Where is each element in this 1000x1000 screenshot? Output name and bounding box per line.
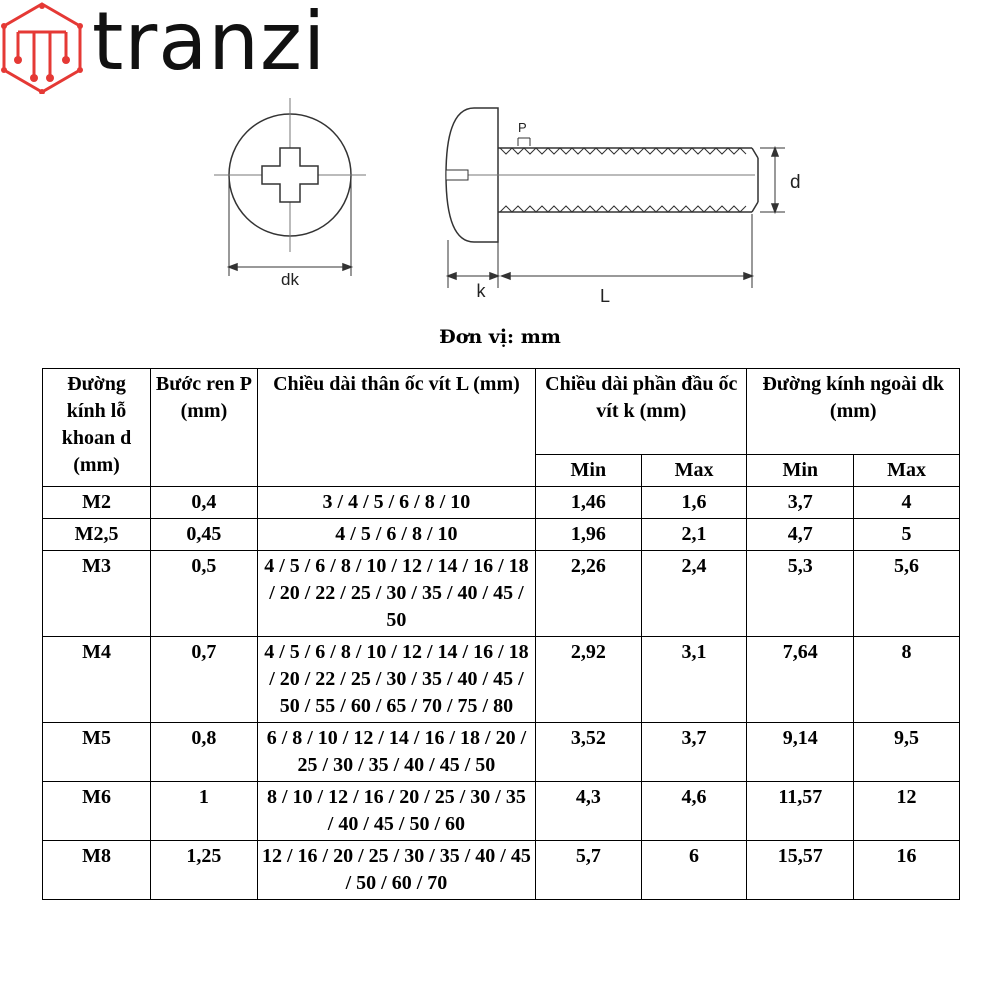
header-dk-min: Min xyxy=(747,455,854,487)
cell-k-min: 1,96 xyxy=(536,519,642,551)
cell-pitch: 0,45 xyxy=(151,519,258,551)
brand-logo xyxy=(0,0,330,100)
header-k-min: Min xyxy=(536,455,642,487)
cell-dk-max: 5 xyxy=(854,519,960,551)
dk-label: dk xyxy=(281,270,299,289)
cell-k-max: 2,1 xyxy=(641,519,747,551)
cell-k-min: 4,3 xyxy=(536,782,642,841)
cell-dk-min: 4,7 xyxy=(747,519,854,551)
cell-diameter: M8 xyxy=(43,841,151,900)
unit-caption: Đơn vị: mm xyxy=(439,326,561,348)
cell-length: 4 / 5 / 6 / 8 / 10 xyxy=(257,519,535,551)
screw-side-view xyxy=(446,108,785,288)
cell-k-max: 4,6 xyxy=(641,782,747,841)
screw-head-front-view xyxy=(214,98,366,276)
table-row xyxy=(43,487,960,519)
cell-length: 3 / 4 / 5 / 6 / 8 / 10 xyxy=(257,487,535,519)
header-k-max: Max xyxy=(641,455,747,487)
cell-k-max: 3,1 xyxy=(641,637,747,723)
cell-pitch: 0,8 xyxy=(151,723,258,782)
table-row xyxy=(43,723,960,782)
cell-dk-min: 3,7 xyxy=(747,487,854,519)
cell-dk-min: 7,64 xyxy=(747,637,854,723)
screw-spec-table xyxy=(42,368,960,900)
cell-dk-max: 8 xyxy=(854,637,960,723)
cell-k-min: 2,26 xyxy=(536,551,642,637)
cell-pitch: 0,5 xyxy=(151,551,258,637)
cell-dk-min: 15,57 xyxy=(747,841,854,900)
cell-pitch: 0,7 xyxy=(151,637,258,723)
screw-technical-drawing xyxy=(200,90,820,320)
table-row xyxy=(43,782,960,841)
cell-length: 6 / 8 / 10 / 12 / 14 / 16 / 18 / 20 / 25 / 30 / 35 / 40 / 45 / 50 xyxy=(257,723,535,782)
cell-dk-min: 11,57 xyxy=(747,782,854,841)
header-pitch: Bước ren P (mm) xyxy=(151,369,258,487)
cell-k-min: 2,92 xyxy=(536,637,642,723)
cell-diameter: M6 xyxy=(43,782,151,841)
header-head-height: Chiều dài phần đầu ốc vít k (mm) xyxy=(536,369,747,455)
cell-length: 8 / 10 / 12 / 16 / 20 / 25 / 30 / 35 / 40 / 45 / 50 / 60 xyxy=(257,782,535,841)
brand-name: tranzi xyxy=(92,0,327,88)
header-length: Chiều dài thân ốc vít L (mm) xyxy=(257,369,535,487)
table-row xyxy=(43,519,960,551)
cell-k-max: 2,4 xyxy=(641,551,747,637)
cell-k-min: 1,46 xyxy=(536,487,642,519)
table-row xyxy=(43,841,960,900)
header-head-diameter: Đường kính ngoài dk (mm) xyxy=(747,369,960,455)
cell-k-min: 3,52 xyxy=(536,723,642,782)
cell-length: 4 / 5 / 6 / 8 / 10 / 12 / 14 / 16 / 18 / 20 / 22 / 25 / 30 / 35 / 40 / 45 / 50 xyxy=(257,551,535,637)
l-label: L xyxy=(599,286,611,306)
cell-k-max: 3,7 xyxy=(641,723,747,782)
cell-length: 12 / 16 / 20 / 25 / 30 / 35 / 40 / 45 / 50 / 60 / 70 xyxy=(257,841,535,900)
cell-dk-max: 12 xyxy=(854,782,960,841)
cell-k-max: 1,6 xyxy=(641,487,747,519)
header-diameter: Đường kính lỗ khoan d (mm) xyxy=(43,369,151,487)
cell-dk-max: 9,5 xyxy=(854,723,960,782)
cell-pitch: 1 xyxy=(151,782,258,841)
tranzi-logo-icon xyxy=(0,2,84,94)
header-dk-max: Max xyxy=(854,455,960,487)
header-row xyxy=(43,369,960,455)
cell-dk-min: 5,3 xyxy=(747,551,854,637)
cell-pitch: 1,25 xyxy=(151,841,258,900)
cell-diameter: M4 xyxy=(43,637,151,723)
cell-dk-min: 9,14 xyxy=(747,723,854,782)
d-label: d xyxy=(790,172,801,193)
cell-dk-max: 16 xyxy=(854,841,960,900)
cell-length: 4 / 5 / 6 / 8 / 10 / 12 / 14 / 16 / 18 / 20 / 22 / 25 / 30 / 35 / 40 / 45 / 50 / 55 / 60 / 65 / 70 / 75 / 80 xyxy=(257,637,535,723)
cell-dk-max: 4 xyxy=(854,487,960,519)
p-label: P xyxy=(518,120,527,135)
cell-dk-max: 5,6 xyxy=(854,551,960,637)
cell-diameter: M5 xyxy=(43,723,151,782)
cell-k-max: 6 xyxy=(641,841,747,900)
cell-diameter: M2,5 xyxy=(43,519,151,551)
cell-pitch: 0,4 xyxy=(151,487,258,519)
cell-k-min: 5,7 xyxy=(536,841,642,900)
k-label: k xyxy=(476,281,486,301)
table-row xyxy=(43,637,960,723)
cell-diameter: M2 xyxy=(43,487,151,519)
cell-diameter: M3 xyxy=(43,551,151,637)
table-row xyxy=(43,551,960,637)
